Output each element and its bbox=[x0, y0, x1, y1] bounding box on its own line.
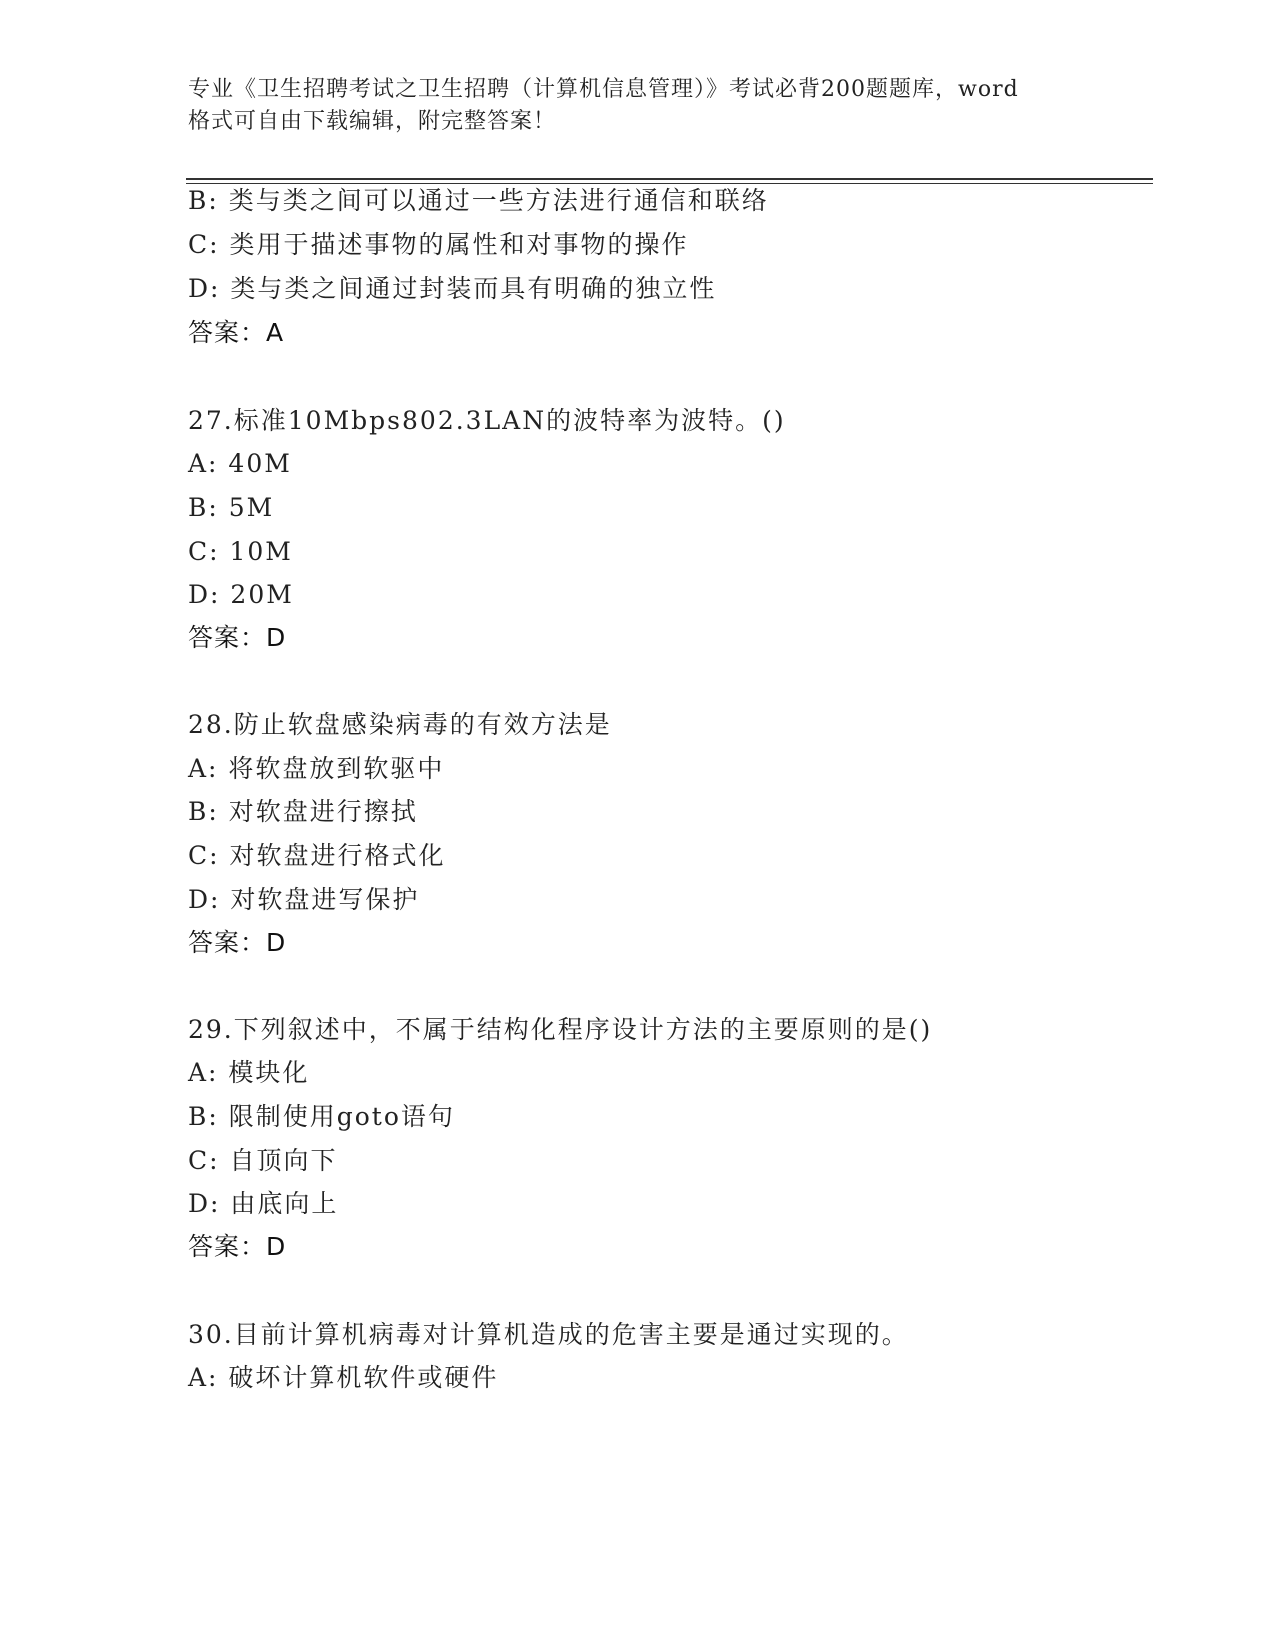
option-d: D: 对软盘进写保护 bbox=[188, 885, 420, 914]
question-30-text: 30.目前计算机病毒对计算机造成的危害主要是通过实现的。 bbox=[188, 1320, 909, 1349]
option-c: C: 自顶向下 bbox=[188, 1146, 338, 1175]
option-a: A: 将软盘放到软驱中 bbox=[188, 754, 445, 783]
answer-line: 答案：A bbox=[188, 318, 285, 347]
document-header bbox=[188, 74, 1088, 138]
option-b: B: 限制使用goto语句 bbox=[188, 1102, 455, 1131]
header-divider-thin bbox=[186, 183, 1153, 184]
header-divider-thick bbox=[186, 178, 1153, 180]
option-b: B: 类与类之间可以通过一些方法进行通信和联络 bbox=[188, 186, 769, 215]
header-line-1: 专业《卫生招聘考试之卫生招聘（计算机信息管理）》考试必背200题题库，word bbox=[188, 77, 1019, 102]
question-27-text: 27.标准10Mbps802.3LAN的波特率为波特。() bbox=[188, 406, 786, 435]
question-28-text: 28.防止软盘感染病毒的有效方法是 bbox=[188, 710, 612, 739]
option-d: D: 由底向上 bbox=[188, 1189, 339, 1218]
option-d: D: 类与类之间通过封装而具有明确的独立性 bbox=[188, 274, 717, 303]
option-c: C: 10M bbox=[188, 537, 293, 566]
option-d: D: 20M bbox=[188, 580, 294, 609]
question-29-text: 29.下列叙述中，不属于结构化程序设计方法的主要原则的是() bbox=[188, 1015, 933, 1044]
option-a: A: 破坏计算机软件或硬件 bbox=[188, 1363, 499, 1392]
option-a: A: 模块化 bbox=[188, 1058, 310, 1087]
option-c: C: 对软盘进行格式化 bbox=[188, 841, 446, 870]
answer-line: 答案：D bbox=[188, 1232, 287, 1261]
header-line-2: 格式可自由下载编辑，附完整答案！ bbox=[188, 109, 557, 134]
option-a: A: 40M bbox=[188, 449, 292, 478]
option-b: B: 5M bbox=[188, 493, 275, 522]
answer-line: 答案：D bbox=[188, 928, 287, 957]
option-c: C: 类用于描述事物的属性和对事物的操作 bbox=[188, 230, 689, 259]
answer-line: 答案：D bbox=[188, 623, 287, 652]
option-b: B: 对软盘进行擦拭 bbox=[188, 797, 418, 826]
